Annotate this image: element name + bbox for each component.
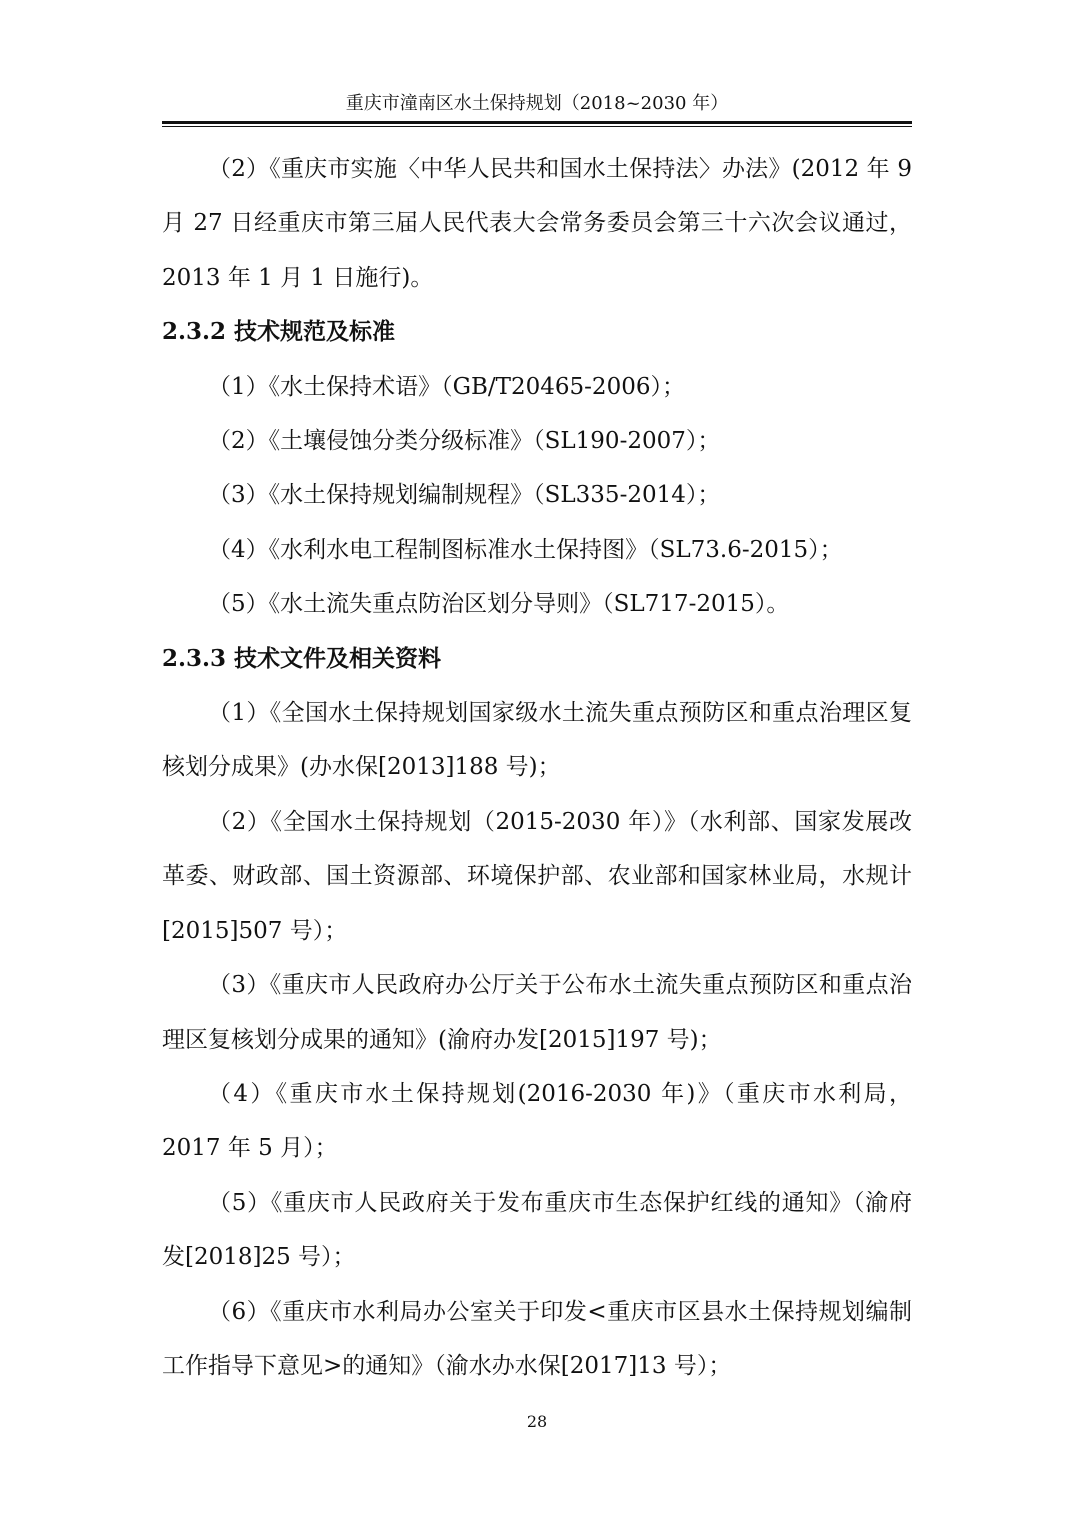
header-rule-thin <box>162 126 912 127</box>
list-item: （2）《土壤侵蚀分类分级标准》（SL190-2007）； <box>208 428 721 455</box>
list-item: （2）《全国水土保持规划（2015-2030 年）》（水利部、国家发展改革委、财政部、国土资源部、环境保护部、农业部和国家林业局，水规计[2015]507 号）； <box>162 808 912 944</box>
list-item: （4）《水利水电工程制图标准水土保持图》（SL73.6-2015）； <box>208 536 843 563</box>
list-item: （3）《水土保持规划编制规程》（SL335-2014）； <box>208 482 721 509</box>
list-item: （4）《重庆市水土保持规划(2016-2030 年)》（重庆市水利局，2017 年 5 月）； <box>162 1080 912 1162</box>
section-heading-2-3-2: 2.3.2 技术规范及标准 <box>162 318 396 346</box>
running-header: 重庆市潼南区水土保持规划（2018~2030 年） <box>345 93 729 114</box>
list-item: （1）《全国水土保持规划国家级水土流失重点预防区和重点治理区复核划分成果》(办水保[2013]188 号)； <box>162 700 912 781</box>
section-heading-2-3-3: 2.3.3 技术文件及相关资料 <box>162 644 442 672</box>
document-body <box>162 142 912 1393</box>
list-item: （1）《水土保持术语》（GB/T20465-2006）； <box>208 373 685 400</box>
page-number: 28 <box>526 1412 548 1431</box>
paragraph-regulation-2: （2）《重庆市实施〈中华人民共和国水土保持法〉办法》(2012 年 9 月 27 日经重庆市第三届人民代表大会常务委员会第三十六次会议通过，2013 年 1 月 1 日施行)。 <box>162 156 912 291</box>
list-item: （5）《重庆市人民政府关于发布重庆市生态保护红线的通知》（渝府发[2018]25 号）； <box>162 1189 912 1271</box>
list-item: （6）《重庆市水利局办公室关于印发<重庆市区县水土保持规划编制工作指导下意见>的通知》（渝水办水保[2017]13 号）； <box>162 1298 912 1379</box>
list-item: （3）《重庆市人民政府办公厅关于公布水土流失重点预防区和重点治理区复核划分成果的通知》(渝府办发[2015]197 号)； <box>162 972 912 1053</box>
header-rule-thick <box>162 121 912 124</box>
list-item: （5）《水土流失重点防治区划分导则》（SL717-2015）。 <box>208 591 790 618</box>
